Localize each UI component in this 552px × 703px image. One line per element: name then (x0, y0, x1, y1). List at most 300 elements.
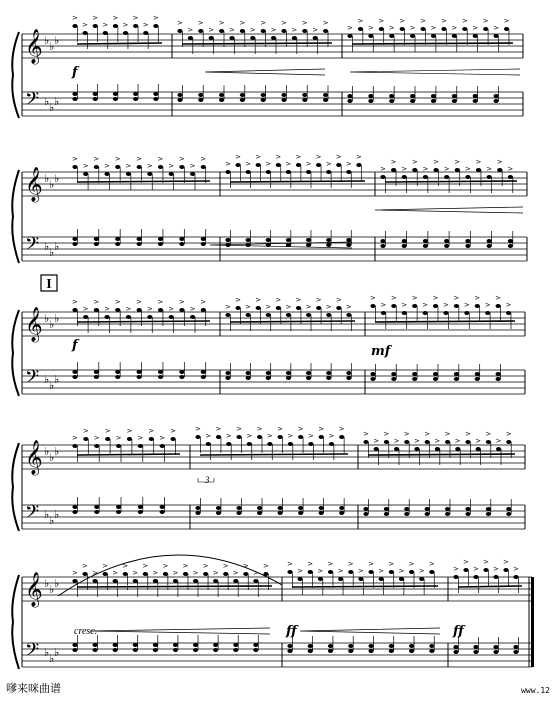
accent-icon: > (136, 298, 143, 306)
note-head (72, 165, 77, 169)
beam (200, 454, 348, 455)
note-head (236, 506, 241, 510)
accent-icon: > (337, 567, 344, 575)
note-head (72, 308, 77, 312)
accent-icon: > (505, 301, 512, 309)
accent-icon: > (440, 17, 447, 25)
note-head (404, 440, 409, 444)
note-head (113, 24, 118, 28)
flat-icon: ♭ (49, 514, 55, 527)
accent-icon: > (114, 155, 121, 163)
accent-icon: > (409, 24, 416, 32)
accent-icon: > (312, 26, 319, 34)
note-head (435, 447, 440, 451)
note-head (316, 163, 321, 167)
note-head (115, 165, 120, 169)
note-head (319, 435, 324, 439)
flat-icon: ♭ (44, 646, 50, 659)
note-head (247, 442, 252, 446)
flat-icon: ♭ (54, 95, 60, 108)
accent-icon: > (493, 565, 499, 573)
accent-icon: > (368, 560, 374, 568)
accent-icon: > (297, 425, 304, 433)
note-head (380, 175, 385, 179)
note-head (381, 311, 386, 315)
accent-icon: > (432, 294, 439, 302)
accent-icon: > (218, 19, 225, 27)
accent-icon: > (200, 155, 207, 163)
note-head (257, 435, 262, 439)
note-head (216, 506, 221, 510)
note-head (404, 507, 409, 511)
note-head (402, 244, 407, 248)
note-head (402, 175, 407, 179)
note-head (368, 570, 373, 574)
flat-icon: ♭ (54, 445, 60, 458)
note-head (414, 447, 419, 451)
note-head (261, 93, 266, 97)
note-head (72, 648, 77, 652)
note-head (93, 97, 98, 101)
note-head (506, 507, 511, 511)
note-head (433, 372, 438, 376)
note-head (173, 579, 178, 583)
beam (182, 43, 332, 44)
note-head (261, 98, 266, 102)
note-head (198, 93, 203, 97)
accent-icon: > (236, 425, 242, 433)
accent-icon: > (454, 158, 461, 166)
accent-icon: > (325, 160, 332, 168)
note-head (94, 237, 99, 241)
notation-marks (25, 29, 523, 665)
accent-icon: > (225, 432, 232, 440)
note-head (358, 27, 363, 31)
note-head (216, 435, 221, 439)
accent-icon: > (92, 14, 99, 22)
accent-icon: > (345, 160, 352, 168)
note-head (473, 94, 478, 98)
note-head (323, 98, 328, 102)
note-head (356, 163, 361, 167)
accent-icon: > (142, 562, 149, 570)
bass-clef-icon: 𝄢 (25, 367, 40, 392)
note-head (286, 170, 291, 174)
note-head (370, 372, 375, 376)
note-head (454, 377, 459, 381)
note-head (339, 506, 344, 510)
note-head (404, 512, 409, 516)
note-head (306, 376, 311, 380)
accent-icon: > (380, 165, 386, 173)
note-head (246, 238, 251, 242)
accent-icon: > (291, 26, 298, 34)
note-head (137, 237, 142, 241)
note-head (104, 172, 109, 176)
accent-icon: > (461, 17, 468, 25)
accent-icon: > (422, 165, 429, 173)
accent-icon: > (104, 305, 110, 313)
accent-icon: > (347, 560, 354, 568)
note-head (72, 643, 77, 647)
note-head (368, 649, 373, 653)
note-head (153, 643, 158, 647)
note-head (429, 649, 434, 653)
note-head (133, 648, 138, 652)
note-head (179, 242, 184, 246)
accent-icon: > (295, 153, 302, 161)
note-head (429, 570, 434, 574)
note-head (116, 510, 121, 514)
note-head (475, 377, 480, 381)
accent-icon: > (495, 437, 502, 445)
note-head (201, 165, 206, 169)
note-head (104, 315, 109, 319)
note-head (223, 572, 228, 576)
note-head (82, 572, 87, 576)
note-head (348, 649, 353, 653)
note-head (171, 437, 176, 441)
note-head (219, 93, 224, 97)
note-head (233, 579, 238, 583)
note-head (475, 304, 480, 308)
flat-icon: ♭ (54, 577, 60, 590)
note-head (138, 510, 143, 514)
note-head (494, 99, 499, 103)
beam (230, 321, 355, 322)
accent-icon: > (507, 165, 514, 173)
note-head (266, 371, 271, 375)
note-head (308, 570, 313, 574)
note-head (445, 507, 450, 511)
note-head (278, 506, 283, 510)
note-head (384, 507, 389, 511)
note-head (115, 375, 120, 379)
note-head (257, 511, 262, 515)
note-head (306, 238, 311, 242)
accent-icon: > (472, 24, 479, 32)
note-head (233, 648, 238, 652)
note-head (444, 239, 449, 243)
note-head (409, 570, 414, 574)
accent-icon: > (126, 427, 133, 435)
accent-icon: > (388, 24, 395, 32)
note-head (298, 506, 303, 510)
note-head (302, 29, 307, 33)
note-head (179, 308, 184, 312)
flat-icon: ♭ (44, 34, 50, 47)
accent-icon: > (401, 165, 408, 173)
note-head (72, 97, 77, 101)
note-head (153, 92, 158, 96)
note-head (346, 238, 351, 242)
accent-icon: > (418, 567, 425, 575)
note-head (412, 372, 417, 376)
note-head (105, 437, 110, 441)
accent-icon: > (102, 21, 109, 29)
note-head (113, 97, 118, 101)
note-head (494, 34, 499, 38)
note-head (463, 568, 468, 572)
note-head (465, 175, 470, 179)
note-head (198, 29, 203, 33)
accent-icon: > (82, 21, 88, 29)
accent-icon: > (335, 296, 342, 304)
note-head (374, 447, 379, 451)
note-head (348, 570, 353, 574)
treble-clef-icon: 𝄞 (25, 440, 43, 475)
note-head (483, 568, 488, 572)
rehearsal-mark: I (46, 277, 52, 292)
note-head (276, 306, 281, 310)
note-head (433, 377, 438, 381)
note-head (419, 577, 424, 581)
note-head (476, 447, 481, 451)
note-head (454, 304, 459, 308)
note-head (266, 376, 271, 380)
note-head (423, 239, 428, 243)
note-head (326, 376, 331, 380)
note-head (83, 172, 88, 176)
note-head (370, 377, 375, 381)
accent-icon: > (148, 427, 155, 435)
note-head (243, 572, 248, 576)
accent-icon: > (388, 560, 395, 568)
accent-icon: > (222, 562, 229, 570)
accent-icon: > (327, 560, 334, 568)
accent-icon: > (215, 425, 222, 433)
accent-icon: > (114, 298, 121, 306)
note-head (179, 375, 184, 379)
note-head (513, 650, 518, 654)
accent-icon: > (255, 296, 262, 304)
accent-icon: > (249, 26, 256, 34)
accent-icon: > (125, 162, 132, 170)
note-head (431, 34, 436, 38)
accent-icon: > (398, 567, 405, 575)
accent-icon: > (232, 569, 239, 577)
flat-icon: ♭ (49, 652, 55, 665)
accent-icon: > (82, 162, 89, 170)
accent-icon: > (383, 430, 390, 438)
accent-icon: > (200, 298, 207, 306)
note-head (496, 447, 501, 451)
note-head (431, 94, 436, 98)
note-head (115, 308, 120, 312)
note-head (143, 572, 148, 576)
note-head (201, 242, 206, 246)
note-head (302, 98, 307, 102)
note-head (308, 442, 313, 446)
flat-icon: ♭ (54, 172, 60, 185)
note-head (257, 506, 262, 510)
note-head (219, 29, 224, 33)
accent-icon: > (338, 425, 345, 433)
beam (77, 181, 210, 182)
note-head (281, 93, 286, 97)
note-head (219, 98, 224, 102)
accent-icon: > (484, 301, 491, 309)
accent-icon: > (275, 296, 282, 304)
note-head (394, 447, 399, 451)
accent-icon: > (363, 430, 369, 438)
note-head (246, 170, 251, 174)
dynamic-mf-system3: mf (371, 344, 391, 359)
accent-icon: > (242, 562, 249, 570)
beam (77, 43, 162, 44)
note-head (370, 304, 375, 308)
accent-icon: > (265, 160, 272, 168)
accent-icon: > (463, 558, 469, 566)
note-head (169, 315, 174, 319)
note-head (83, 315, 88, 319)
brace-icon (12, 310, 19, 396)
note-head (336, 306, 341, 310)
note-head (193, 643, 198, 647)
flat-icon: ♭ (54, 508, 60, 521)
note-head (363, 512, 368, 516)
accent-icon: > (102, 562, 109, 570)
note-head (158, 370, 163, 374)
beam (375, 321, 515, 322)
flat-icon: ♭ (54, 312, 60, 325)
note-head (384, 440, 389, 444)
accent-icon: > (255, 153, 262, 161)
note-head (380, 239, 385, 243)
note-head (391, 168, 396, 172)
note-head (347, 99, 352, 103)
note-head (287, 570, 292, 574)
accent-icon: > (378, 567, 385, 575)
flat-icon: ♭ (49, 379, 55, 392)
note-head (487, 244, 492, 248)
note-head (465, 239, 470, 243)
note-head (326, 170, 331, 174)
accent-icon: > (275, 153, 282, 161)
note-head (261, 29, 266, 33)
accent-icon: > (408, 560, 415, 568)
accent-icon: > (505, 430, 512, 438)
note-head (444, 175, 449, 179)
note-head (389, 649, 394, 653)
brace-icon (12, 443, 19, 531)
note-head (190, 172, 195, 176)
dynamic-ff-system5-a: ff (286, 624, 297, 639)
note-head (391, 377, 396, 381)
note-head (278, 435, 283, 439)
note-head (253, 648, 258, 652)
accent-icon: > (285, 160, 292, 168)
note-head (496, 304, 501, 308)
accent-icon: > (503, 17, 510, 25)
note-head (368, 644, 373, 648)
note-head (389, 34, 394, 38)
accent-icon: > (146, 305, 153, 313)
note-head (225, 371, 230, 375)
accent-icon: > (93, 298, 100, 306)
beam (458, 586, 522, 587)
accent-icon: > (370, 294, 376, 302)
accent-icon: > (168, 162, 175, 170)
crescendo-hairpin (300, 628, 440, 634)
beam (77, 321, 210, 322)
note-head (400, 27, 405, 31)
note-head (225, 313, 230, 317)
accent-icon: > (401, 301, 408, 309)
accent-icon: > (345, 303, 352, 311)
note-head (179, 165, 184, 169)
note-head (123, 572, 128, 576)
note-head (298, 511, 303, 515)
accent-icon: > (451, 24, 458, 32)
note-head (347, 94, 352, 98)
accent-icon: > (315, 296, 322, 304)
accent-icon: > (424, 430, 431, 438)
accent-icon: > (307, 432, 314, 440)
bass-clef-icon: 𝄢 (25, 89, 40, 114)
note-head (266, 170, 271, 174)
note-head (412, 377, 417, 381)
accent-icon: > (192, 569, 199, 577)
note-head (493, 650, 498, 654)
note-head (444, 244, 449, 248)
note-head (464, 311, 469, 315)
note-head (346, 313, 351, 317)
note-head (506, 311, 511, 315)
flat-icon: ♭ (49, 318, 55, 331)
note-head (308, 649, 313, 653)
note-head (473, 99, 478, 103)
note-head (486, 440, 491, 444)
accent-icon: > (178, 155, 185, 163)
note-head (126, 172, 131, 176)
accent-icon: > (252, 569, 259, 577)
note-head (306, 243, 311, 247)
note-head (240, 29, 245, 33)
note-head (94, 510, 99, 514)
note-head (410, 94, 415, 98)
accent-icon: > (453, 565, 459, 573)
note-head (338, 577, 343, 581)
note-head (443, 311, 448, 315)
accent-icon: > (112, 14, 119, 22)
flat-icon: ♭ (49, 246, 55, 259)
accent-icon: > (473, 565, 479, 573)
note-head (163, 572, 168, 576)
note-head (412, 168, 417, 172)
note-head (177, 98, 182, 102)
note-head (158, 242, 163, 246)
accent-icon: > (464, 165, 471, 173)
note-head (453, 575, 458, 579)
note-head (72, 579, 77, 583)
note-head (497, 168, 502, 172)
accent-icon: > (146, 162, 153, 170)
note-head (133, 24, 138, 28)
accent-icon: > (420, 17, 426, 25)
note-head (296, 306, 301, 310)
note-head (153, 579, 158, 583)
note-head (348, 644, 353, 648)
note-head (94, 505, 99, 509)
accent-icon: > (125, 305, 132, 313)
note-head (302, 93, 307, 97)
accent-icon: > (142, 21, 149, 29)
accent-icon: > (454, 437, 461, 445)
accent-icon: > (195, 425, 201, 433)
note-head (318, 577, 323, 581)
note-head (389, 99, 394, 103)
